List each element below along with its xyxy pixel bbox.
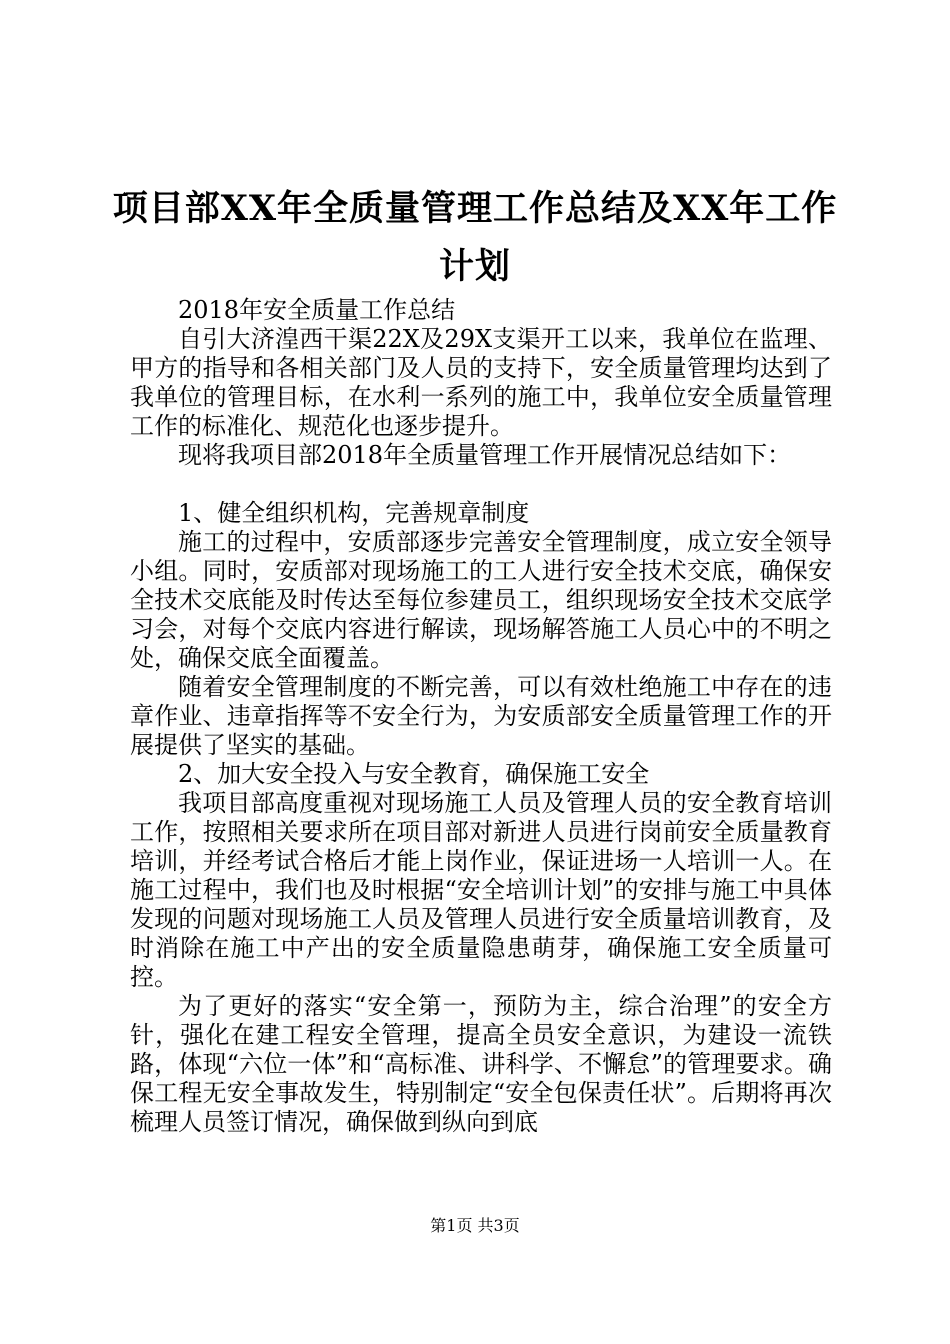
section-heading: 1、健全组织机构，完善规章制度 [178, 499, 530, 527]
paragraph: 现将我项目部2018年全质量管理工作开展情况总结如下： [178, 441, 792, 469]
page-number-footer: 第1页 共3页 [430, 1216, 520, 1235]
paragraph: 我项目部高度重视对现场施工人员及管理人员的安全教育培训工作，按照相关要求所在项目部对新进人员进行岗前安全质量教育培训，并经考试合格后才能上岗作业，保证进场一人培训一人。在施工过程中，我们也及时根据“安全培训计划”的安排与施工中具体发现的问题对现场施工人员及管理人员进行安全质量培训教育，及时消除在施工中产出的安全质量隐患萌芽，确保施工安全质量可控。 [130, 789, 832, 991]
section-heading: 2018年安全质量工作总结 [178, 296, 456, 324]
paragraph: 随着安全管理制度的不断完善，可以有效杜绝施工中存在的违章作业、违章指挥等不安全行为，为安质部安全质量管理工作的开展提供了坚实的基础。 [130, 673, 832, 759]
document-title: 项目部XX年全质量管理工作总结及XX年工作计划 [112, 188, 838, 287]
paragraph: 自引大济湟西干渠22X及29X支渠开工以来，我单位在监理、甲方的指导和各相关部门及人员的支持下，安全质量管理均达到了我单位的管理目标，在水利一系列的施工中，我单位安全质量管理工作的标准化、规范化也逐步提升。 [130, 325, 832, 440]
paragraph: 施工的过程中，安质部逐步完善安全管理制度，成立安全领导小组。同时，安质部对现场施工的工人进行安全技术交底，确保安全技术交底能及时传达至每位参建员工，组织现场安全技术交底学习会，对每个交底内容进行解读，现场解答施工人员心中的不明之处，确保交底全面覆盖。 [130, 528, 832, 672]
document-body [130, 296, 832, 1137]
paragraph: 为了更好的落实“安全第一，预防为主，综合治理”的安全方针，强化在建工程安全管理，提高全员安全意识，为建设一流铁路，体现“六位一体”和“高标准、讲科学、不懈怠”的管理要求。确保工程无安全事故发生，特别制定“安全包保责任状”。后期将再次梳理人员签订情况，确保做到纵向到底 [130, 992, 832, 1136]
section-heading: 2、加大安全投入与安全教育，确保施工安全 [178, 760, 650, 788]
